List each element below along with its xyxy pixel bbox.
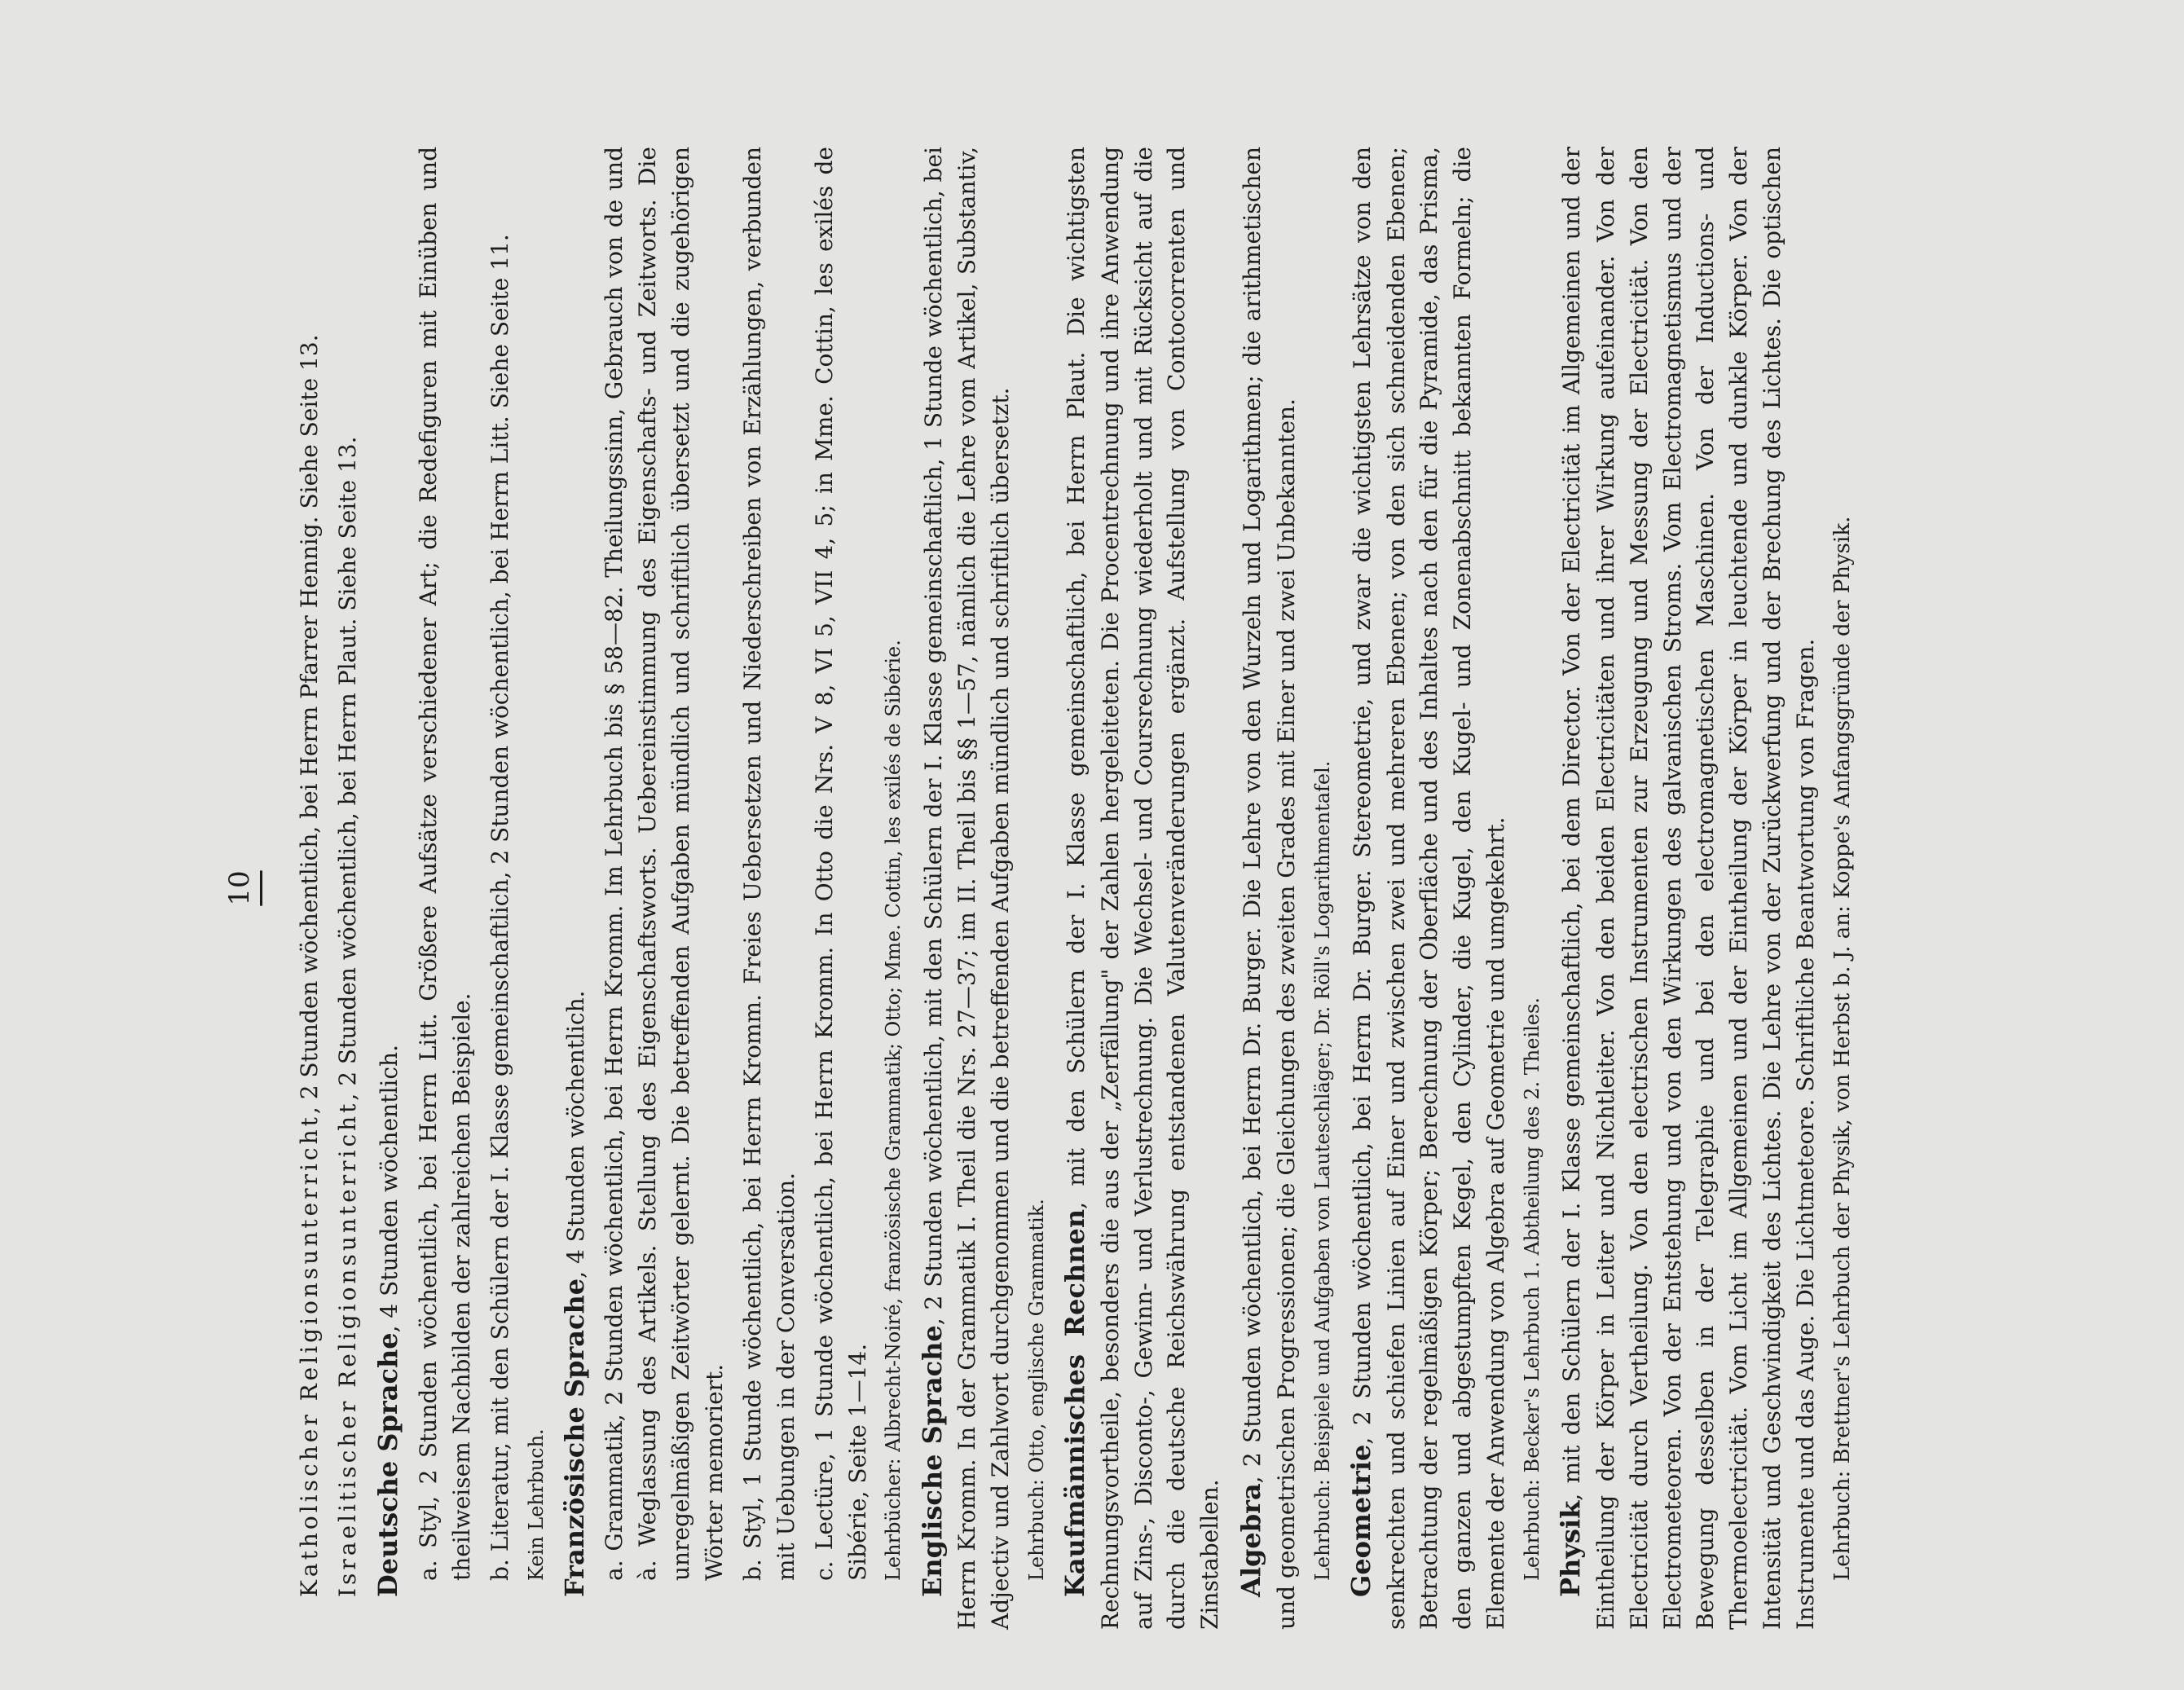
textbook-algebra: Lehrbuch: Beispiele und Aufgaben von Lauteschläger; Dr. Röll's Logarithmentafel. [1310, 760, 1334, 1581]
heading-german: Deutsche Sprache, 4 Stunden wöchentlich. [372, 1045, 404, 1597]
textbook-geometry: Lehrbuch: Becker's Lehrbuch 1. Abtheilung des 2. Theiles. [1521, 997, 1544, 1581]
rotated-text-block [196, 114, 2135, 1662]
page-number: 10 [223, 870, 256, 906]
paragraph-german-b: b. Literatur, mit den Schülern der I. Klasse gemeinschaftlich, 2 Stunden wöchentlich, bei Herrn Litt. Siehe Seite 11. [486, 234, 513, 1581]
paragraph-english: Englische Sprache, 2 Stunden wöchentlich, mit den Schülern der I. Klasse gemeinschaftlich, 1 Stunde wöchentlich, bei Herrn Kromm. In der Grammatik I. Theil die Nrs. 27—37; im II. Theil bis §§ 1—57, nämlich die Lehre vom Artikel, Substantiv, Adjectiv und Zahlwort durchgenommen und die betreffenden Aufgaben mündlich und schriftlich übersetzt. [916, 146, 1015, 1630]
textbook-french: Lehrbücher: Albrecht-Noiré, französische Grammatik; Otto; Mme. Cottin, les exilés de Sibérie. [882, 640, 905, 1581]
textbook-physics: Lehrbuch: Brettner's Lehrbuch der Physik, von Herbst b. J. an: Koppe's Anfangsgründe der Physik. [1830, 516, 1855, 1581]
textbook-german: Kein Lehrbuch. [524, 1428, 548, 1581]
heading-french: Französische Sprache, 4 Stunden wöchentlich. [558, 990, 590, 1597]
paragraph-french-a: a. Grammatik, 2 Stunden wöchentlich, bei Herrn Kromm. Im Lehrbuch bis § 58—82. Theilungssinn, Gebrauch von de und à. Weglassung des Artikels. Stellung des Eigenschaftsworts. Uebereinstimmung des Eigenschafts- und Zeitworts. Die unregelmäßigen Zeitwörter gelernt. Die betreffenden Aufgaben mündlich und schriftlich übersetzt und die zugehörigen Wörter memoriert. [601, 147, 729, 1581]
paragraph-algebra: Algebra, 2 Stunden wöchentlich, bei Herrn Dr. Burger. Die Lehre von den Wurzeln und Logarithmen; die arithmetischen und geometrischen Progressionen; die Gleichungen des zweiten Grades mit Einer und zwei Unbekannten. [1235, 147, 1300, 1630]
paragraph-geometry: Geometrie, 2 Stunden wöchentlich, bei Herrn Dr. Burger. Stereometrie, und zwar die wichtigsten Lehrsätze von den senkrechten und schiefen Linien auf Einer und zwischen zwei und mehreren Ebenen; von den sich schneidenden Ebenen; Betrachtung der regelmäßigen Körper; Berechnung der Oberfläche und des Inhaltes nach den für die Pyramide, das Prisma, den ganzen und abgestumpften Kegel, den Cylinder, die Kugel, den Kugel- und Zonenabschnitt bekannten Formeln; die Elemente der Anwendung von Algebra auf Geometrie und umgekehrt. [1345, 147, 1510, 1630]
paragraph-physics: Physik, mit den Schülern der I. Klasse gemeinschaftlich, bei dem Director. Von der Electricität im Allgemeinen und der Eintheilung der Körper in Leiter und Nichtleiter. Von den beiden Electricitäten und ihrer Wirkung aufeinander. Von der Electricität durch Vertheilung. Von den electrischen Instrumenten zur Erzeugung und Messung der Electricität. Von den Electrometeoren. Von der Entstehung und von den Wirkungen des galvanischen Stroms. Vom Electromagnetismus und der Bewegung desselben in der Telegraphie und bei den electromagnetischen Maschinen. Von der Inductions- und Thermoelectricität. Vom Licht im Allgemeinen und der Eintheilung der Körper in leuchtende und dunkle Körper. Von der Intensität und Geschwindigkeit des Lichtes. Die Lehre von der Zurückwerfung und der Brechung des Lichtes. Die optischen Instrumente und das Auge. Die Lichtmeteore. Schriftliche Beantwortung von Fragen. [1555, 147, 1820, 1630]
textbook-english: Lehrbuch: Otto, englische Grammatik. [1024, 1199, 1048, 1581]
paragraph-arithmetic: Kaufmännisches Rechnen, mit den Schülern der I. Klasse gemeinschaftlich, bei Herrn Plaut. Die wichtigsten Rechnungsvortheile, besonders die aus der „Zerfällung" der Zahlen hergeleiteten. Die Procentrechnung und ihre Anwendung auf Zins-, Disconto-, Gewinn- und Verlustrechnung. Die Wechsel- und Coursrechnung wiederholt und mit Rücksicht auf die durch die deutsche Reichswährung entstandenen Valutenveränderungen ergänzt. Aufstellung von Contocorrenten und Zinstabellen. [1059, 147, 1224, 1630]
paragraph-catholic: Katholischer Religionsunterricht, 2 Stunden wöchentlich, bei Herrn Pfarrer Hennig. Siehe Seite 13. [295, 334, 323, 1597]
paragraph-french-c: c. Lectüre, 1 Stunde wöchentlich, bei Herrn Kromm. In Otto die Nrs. V 8, VI 5, VII 4, 5; in Mme. Cottin, les exilés de Sibérie, Seite 1—14. [810, 147, 871, 1581]
paragraph-french-b: b. Styl, 1 Stunde wöchentlich, bei Herrn Kromm. Freies Uebersetzen und Niederschreiben von Erzählungen, verbunden mit Uebungen in der Conversation. [738, 147, 799, 1581]
paragraph-israelite: Israelitischer Religionsunterricht, 2 Stunden wöchentlich, bei Herrn Plaut. Siehe Seite 13. [333, 436, 361, 1597]
paragraph-german-a: a. Styl, 2 Stunden wöchentlich, bei Herrn Litt. Größere Aufsätze verschiedener Art; die Redefiguren mit Einüben und theilweisem Nachbilden der zahlreichen Beispiele. [415, 147, 475, 1581]
